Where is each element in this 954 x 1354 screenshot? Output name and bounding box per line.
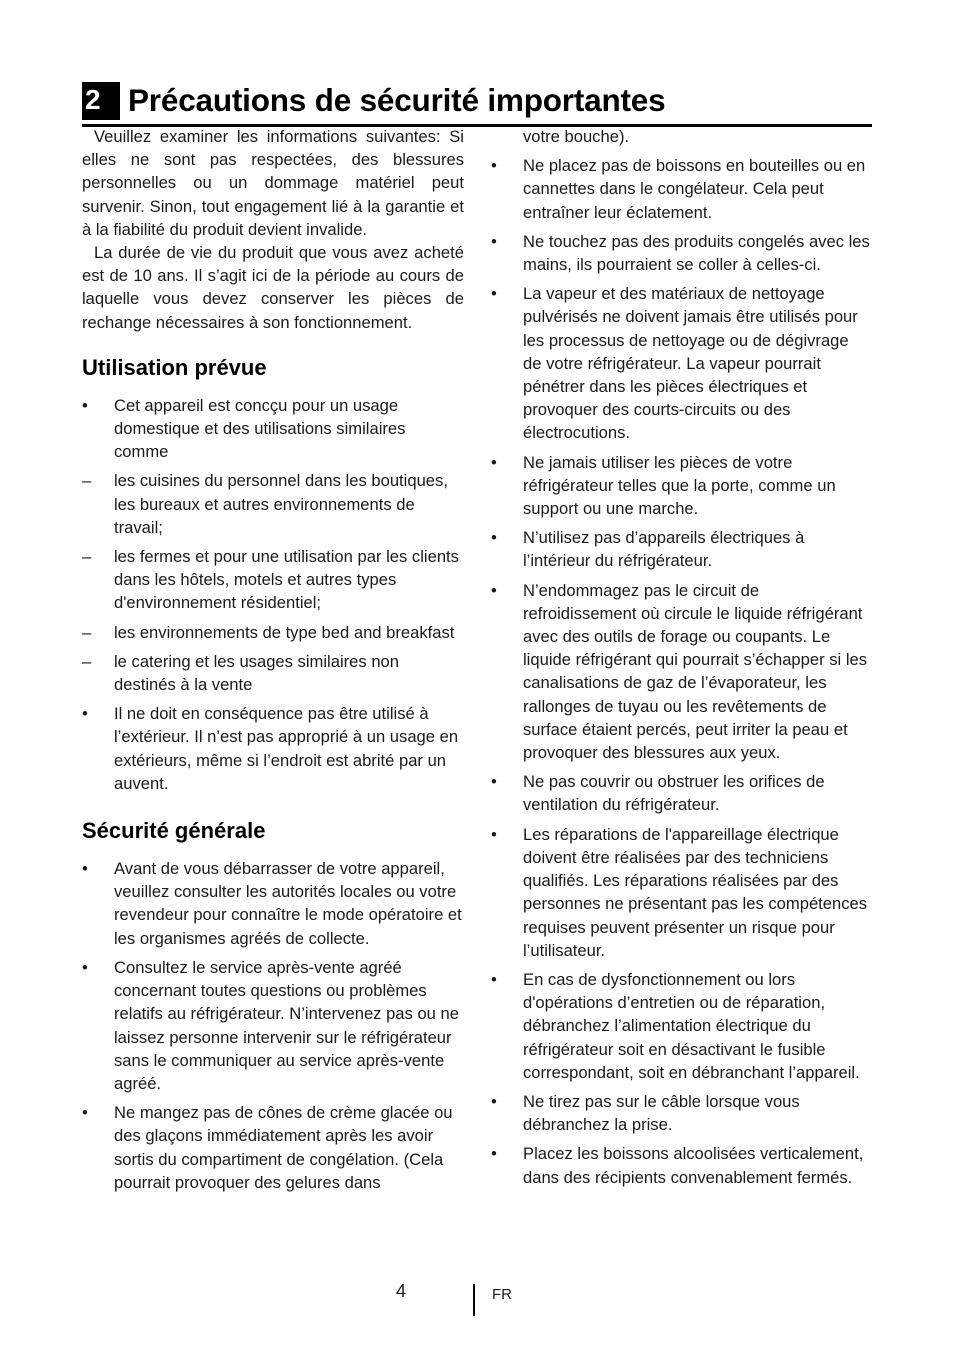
list-item [82,469,464,539]
bullet-marker: • [491,452,497,472]
list-item-text: Ne tirez pas sur le câble lorsque vous débranchez la prise. [523,1091,800,1135]
bullet-marker: • [491,1144,497,1164]
usage-list [82,394,464,795]
dash-marker: – [82,547,92,567]
section-heading-usage: Utilisation prévue [82,354,267,380]
bullet-marker: • [82,395,88,415]
list-item [82,650,464,696]
dash-marker: – [82,651,92,671]
bullet-marker: • [491,824,497,844]
bullet-marker: • [491,156,497,176]
list-item [491,823,871,962]
bullet-marker: • [491,772,497,792]
right-column [491,125,871,1189]
list-item-text: Ne jamais utiliser les pièces de votre réfrigérateur telles que la porte, comme un support ou une marche. [523,452,836,519]
section-heading-general: Sécurité générale [82,818,266,844]
chapter-header [82,80,872,127]
bullet-marker: • [82,1103,88,1123]
list-item [82,621,464,644]
list-item [491,770,871,816]
bullet-marker: • [491,1091,497,1111]
list-item [491,579,871,765]
list-item-text: Consultez le service après-vente agréé concernant toutes questions ou problèmes relatifs au réfrigérateur. N’intervenez pas ou ne laissez personne intervenir sur le réfrigérateur sans le communiquer au service après-vente agréé. [114,957,459,1093]
list-item-text: La vapeur et des matériaux de nettoyage pulvérisés ne doivent jamais être utilisés pour les processus de nettoyage ou de dégivrage de votre réfrigérateur. La vapeur pourrait pénétrer dans les pièces électriques et provoquer des courts-circuits ou des électrocutions. [523,284,858,443]
left-column [82,125,464,1194]
list-item-text: Ne pas couvrir ou obstruer les orifices de ventilation du réfrigérateur. [523,772,825,815]
list-item [491,282,871,444]
bullet-marker: • [491,580,497,600]
chapter-number: 2 [82,82,120,120]
list-item [82,545,464,615]
list-item-text: N’endommagez pas le circuit de refroidissement où circule le liquide réfrigérant avec des outils de forage ou coupants. Le liquide réfrigérant qui pourrait s’échapper si les canalisations de gaz de l’évaporateur, les rallonges de tuyau ou les revêtements de surface étaient percés, peut irriter la peau et provoquer des blessures aux yeux. [523,580,868,763]
list-item-text: le catering et les usages similaires non destinés à la vente [114,651,400,695]
dash-marker: – [82,471,92,491]
list-item [491,526,871,572]
list-item [82,1101,464,1194]
list-item-text: N’utilisez pas d’appareils électriques à l’intérieur du réfrigérateur. [523,528,805,571]
general-list-left [82,857,464,1194]
list-item-text: les environnements de type bed and breakfast [114,622,455,642]
bullet-marker: • [491,969,497,989]
list-item [82,394,464,464]
intro-paragraph-1: Veuillez examiner les informations suivantes: Si elles ne sont pas respectées, des blessures personnelles ou un dommage matériel peut survenir. Sinon, tout engagement lié à la garantie et à la fiabilité du produit devient invalide. [82,127,464,239]
bullet-marker: • [491,231,497,251]
list-item [82,956,464,1095]
list-item [491,968,871,1084]
list-item-text: les cuisines du personnel dans les boutiques, les bureaux et autres environnements de travail; [114,471,448,537]
language-code: FR [492,1286,512,1303]
list-item-text: Cet appareil est concçu pour un usage domestique et des utilisations similaires comme [114,395,406,462]
list-item-text: En cas de dysfonctionnement ou lors d'opérations d’entretien ou de réparation, débranchez l’alimentation électrique du réfrigérateur soit en désactivant le fusible correspondant, soit en débranchant l’appareil. [523,969,860,1082]
list-item-text: Avant de vous débarrasser de votre appareil, veuillez consulter les autorités locales ou votre revendeur pour connaître le mode opératoire et les organismes agréés de collecte. [114,859,462,948]
list-item-text: Ne touchez pas des produits congelés avec les mains, ils pourraient se coller à celles-ci. [523,231,870,275]
list-item-text: les fermes et pour une utilisation par les clients dans les hôtels, motels et autres types d'environnement résidentiel; [114,547,459,613]
continued-text: votre bouche). [523,127,630,146]
list-item-text: Il ne doit en conséquence pas être utilisé à l’extérieur. Il n’est pas approprié à un usage en extérieurs, même si l’endroit est abrité par un auvent. [114,704,459,793]
list-item-text: Ne placez pas de boissons en bouteilles ou en cannettes dans le congélateur. Cela peut entraîner leur éclatement. [523,156,866,222]
list-item [491,154,871,224]
list-item [491,1142,871,1188]
list-item [491,230,871,276]
footer-divider [473,1284,475,1316]
general-list-right [491,154,871,1189]
page-title: Précautions de sécurité importantes [128,82,666,118]
list-item-text: Les réparations de l'appareillage électrique doivent être réalisées par des techniciens qualifiés. Les réparations réalisées par des personnes ne présentant pas les compétences requises peuvent présenter un risque pour l’utilisateur. [523,824,868,960]
list-item [491,1090,871,1136]
list-item-text: Ne mangez pas de cônes de crème glacée ou des glaçons immédiatement après les avoir sortis du compartiment de congélation. (Cela pourrait provoquer des gelures dans [114,1103,453,1192]
page-number: 4 [396,1281,407,1301]
bullet-marker: • [491,284,497,304]
intro-paragraph-2: La durée de vie du produit que vous avez acheté est de 10 ans. Il s’agit ici de la période au cours de laquelle vous devez conserver les pièces de rechange nécessaires à son fonctionnement. [82,243,464,332]
bullet-marker: • [491,528,497,548]
list-item [82,702,464,795]
list-item-text: Placez les boissons alcoolisées verticalement, dans des récipients convenablement fermés. [523,1144,864,1187]
bullet-marker: • [82,859,88,879]
list-item [82,857,464,950]
list-item [491,451,871,521]
bullet-marker: • [82,957,88,977]
bullet-marker: • [82,704,88,724]
dash-marker: – [82,622,92,642]
